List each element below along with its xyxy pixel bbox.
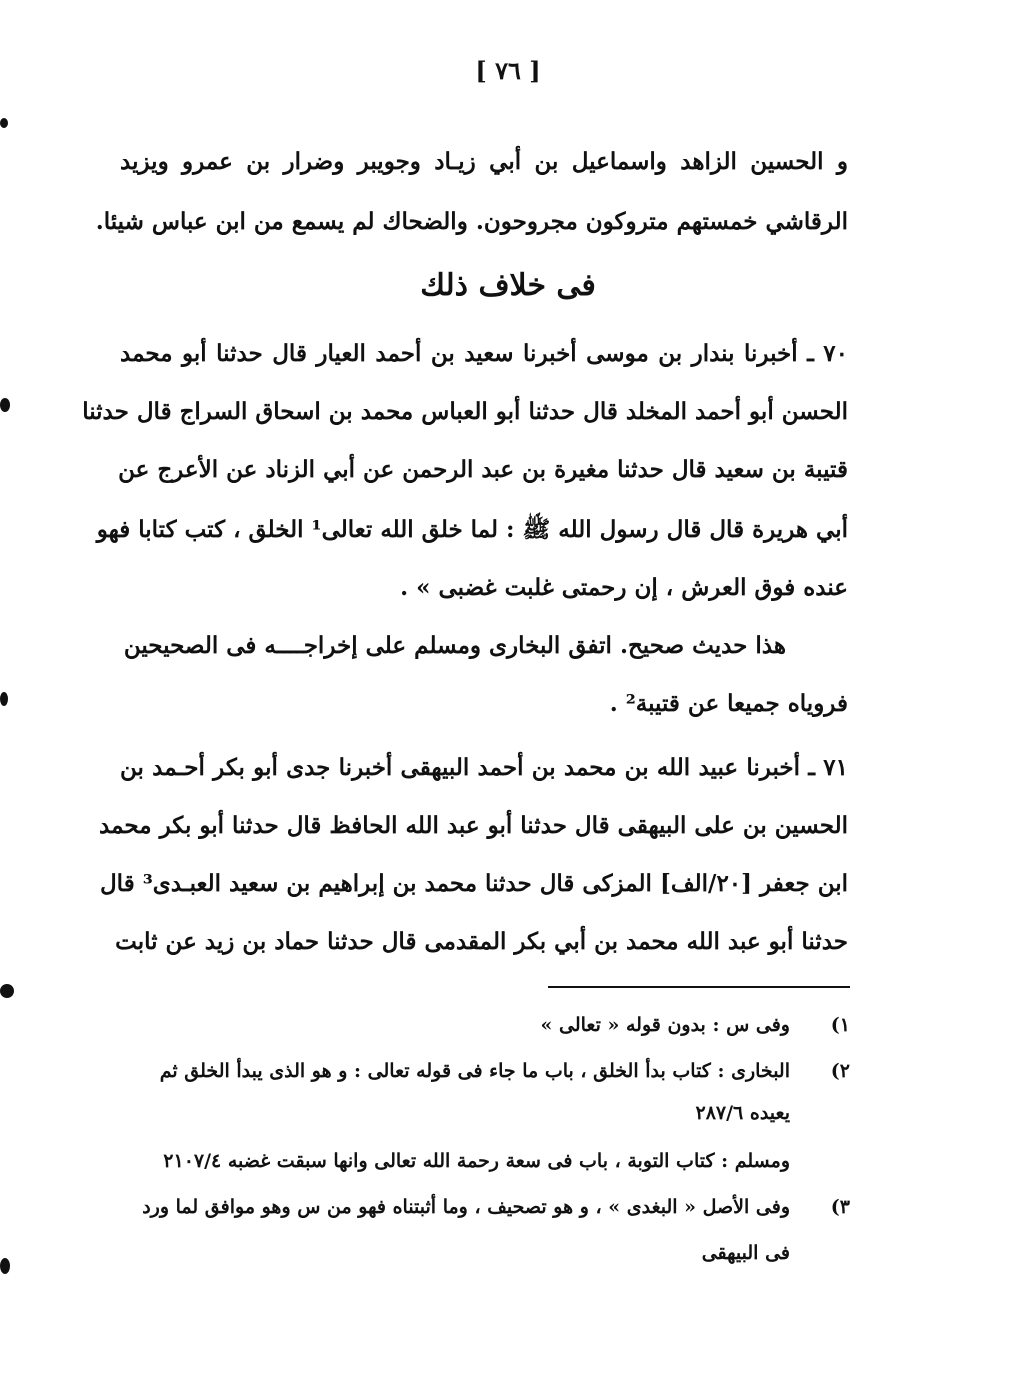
hadith-71-line: ابن جعفر [٢٠/الف] المزكى قال حدثنا محمد بن إبراهيم بن سعيد العبـدى³ قال (99, 870, 848, 897)
commentary-line: فروياه جميعا عن قتيبة² . (609, 690, 848, 717)
footnote-text: وفى س : بدون قوله « تعالى » (540, 1014, 790, 1036)
scan-mark (0, 118, 8, 128)
footnote-number: ٣) (830, 1196, 850, 1218)
hadith-71-line: ٧١ ـ أخبرنا عبيد الله بن محمد بن أحمد البيهقى أخبرنا جدى أبو بكر أحـمد بن (120, 754, 848, 781)
hadith-71-line: الحسين بن على البيهقى قال حدثنا أبو عبد الله الحافظ قال حدثنا أبو بكر محمد (99, 812, 848, 839)
scan-mark (0, 984, 14, 998)
footnote-number: ٢) (830, 1060, 850, 1082)
hadith-70-line: عنده فوق العرش ، إن رحمتى غلبت غضبى » . (400, 574, 848, 601)
commentary-line: هذا حديث صحيح. اتفق البخارى ومسلم على إخراجــــه فى الصحيحين (123, 632, 786, 659)
hadith-70-line: أبي هريرة قال قال رسول الله ﷺ : لما خلق الله تعالى¹ الخلق ، كتب كتابا فهو (96, 516, 848, 543)
footnote-text: فى البيهقى (701, 1242, 790, 1264)
footnote-divider (548, 986, 850, 988)
footnote-text: وفى الأصل « البغدى » ، و هو تصحيف ، وما أثبتناه فهو من س وهو موافق لما ورد (142, 1196, 790, 1218)
footnote-number: ١) (830, 1014, 850, 1036)
text-line: و الحسين الزاهد واسماعيل بن أبي زيـاد وجويبر وضرار بن عمرو ويزيد (120, 148, 848, 175)
footnote-text: البخارى : كتاب بدأ الخلق ، باب ما جاء فى قوله تعالى : و هو الذى يبدأ الخلق ثم (159, 1060, 790, 1082)
footnote-text: ومسلم : كتاب التوبة ، باب فى سعة رحمة الله تعالى وانها سبقت غضبه ٢١٠٧/٤ (163, 1150, 790, 1172)
section-heading: فى خلاف ذلك (420, 268, 596, 303)
page-number: [ ٧٦ ] (475, 56, 541, 85)
hadith-70-line: ٧٠ ـ أخبرنا بندار بن موسى أخبرنا سعيد بن أحمد العيار قال حدثنا أبو محمد (120, 340, 848, 367)
scan-mark (0, 1258, 10, 1274)
hadith-71-line: حدثنا أبو عبد الله محمد بن أبي بكر المقدمى قال حدثنا حماد بن زيد عن ثابت (115, 928, 848, 955)
footnote-text: يعيده ٢٨٧/٦ (695, 1102, 790, 1124)
scan-mark (0, 692, 8, 706)
hadith-70-line: قتيبة بن سعيد قال حدثنا مغيرة بن عبد الرحمن عن أبي الزناد عن الأعرج عن (118, 456, 848, 483)
scan-mark (0, 398, 10, 412)
text-line: الرقاشي خمستهم متروكون مجروحون. والضحاك لم يسمع من ابن عباس شيئا. (95, 208, 848, 235)
hadith-70-line: الحسن أبو أحمد المخلد قال حدثنا أبو العباس محمد بن اسحاق السراج قال حدثنا (82, 398, 848, 425)
